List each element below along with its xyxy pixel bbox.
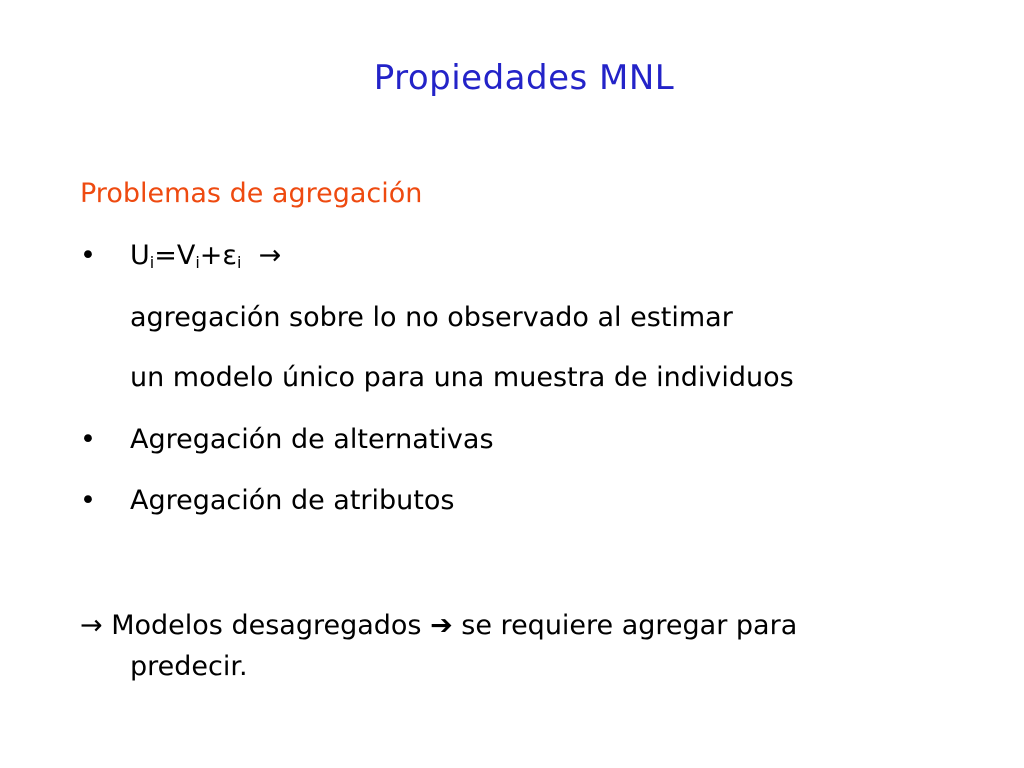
eq-epsilon: ε — [222, 240, 238, 271]
eq-v: V — [176, 240, 196, 271]
eq-equals: = — [154, 240, 177, 271]
bullet-2-text: Agregación de alternativas — [130, 424, 494, 455]
eq-sub-3: i — [237, 253, 242, 272]
slide-title: Propiedades MNL — [373, 58, 675, 98]
slide-subtitle: Problemas de agregación — [80, 178, 423, 209]
bullet-3-text: Agregación de atributos — [130, 485, 455, 516]
bullet-dot-2: • — [80, 424, 96, 455]
conclusion-line-1 — [80, 610, 797, 641]
right-arrow-icon: → — [80, 610, 103, 641]
bullet-1-line-2: agregación sobre lo no observado al estimar — [130, 302, 733, 333]
eq-sub-1: i — [149, 253, 155, 272]
eq-sub-2: i — [195, 253, 200, 272]
bold-right-arrow-icon: ➔ — [430, 610, 453, 641]
bullet-dot-3: • — [80, 485, 96, 516]
bullet-dot-1: • — [80, 240, 96, 271]
eq-plus: + — [199, 240, 223, 271]
equation — [130, 240, 281, 272]
conclusion-part-1: Modelos desagregados — [111, 610, 422, 641]
conclusion-part-2: se requiere agregar para — [461, 610, 798, 641]
right-arrow-icon: → — [258, 240, 282, 271]
bullet-1-line-3: un modelo único para una muestra de individuos — [130, 362, 794, 393]
conclusion-line-2: predecir. — [130, 651, 248, 682]
eq-u: U — [130, 240, 150, 271]
